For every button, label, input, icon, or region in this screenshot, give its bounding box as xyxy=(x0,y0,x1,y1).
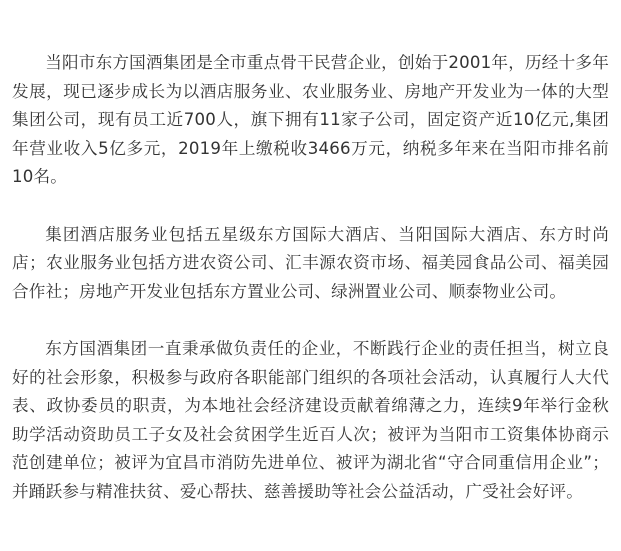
paragraph-social-responsibility: 东方国酒集团一直秉承做负责任的企业，不断践行企业的责任担当，树立良好的社会形象，积极参与政府各职能部门组织的各项社会活动，认真履行人大代表、政协委员的职责，为本地社会经济建设贡献着绵薄之力，连续9年举行金秋助学活动资助员工子女及社会贫困学生近百人次；被评为当阳市工资集体协商示范创建单位；被评为宜昌市消防先进单位、被评为湖北省“守合同重信用企业”；并踊跃参与精准扶贫、爱心帮扶、慈善援助等社会公益活动，广受社会好评。 xyxy=(12,339,609,501)
article-body xyxy=(12,49,609,506)
paragraph-company-overview: 当阳市东方国酒集团是全市重点骨干民营企业，创始于2001年，历经十多年发展，现已逐步成长为以酒店服务业、农业服务业、房地产开发业为一体的大型集团公司，现有员工近700人，旗下拥有11家子公司，固定资产近10亿元,集团年营业收入5亿多元，2019年上缴税收3466万元，纳税多年来在当阳市排名前10名。 xyxy=(12,53,609,186)
paragraph-business-units: 集团酒店服务业包括五星级东方国际大酒店、当阳国际大酒店、东方时尚店；农业服务业包括方进农资公司、汇丰源农资市场、福美园食品公司、福美园合作社；房地产开发业包括东方置业公司、绿洲置业公司、顺泰物业公司。 xyxy=(12,224,609,301)
